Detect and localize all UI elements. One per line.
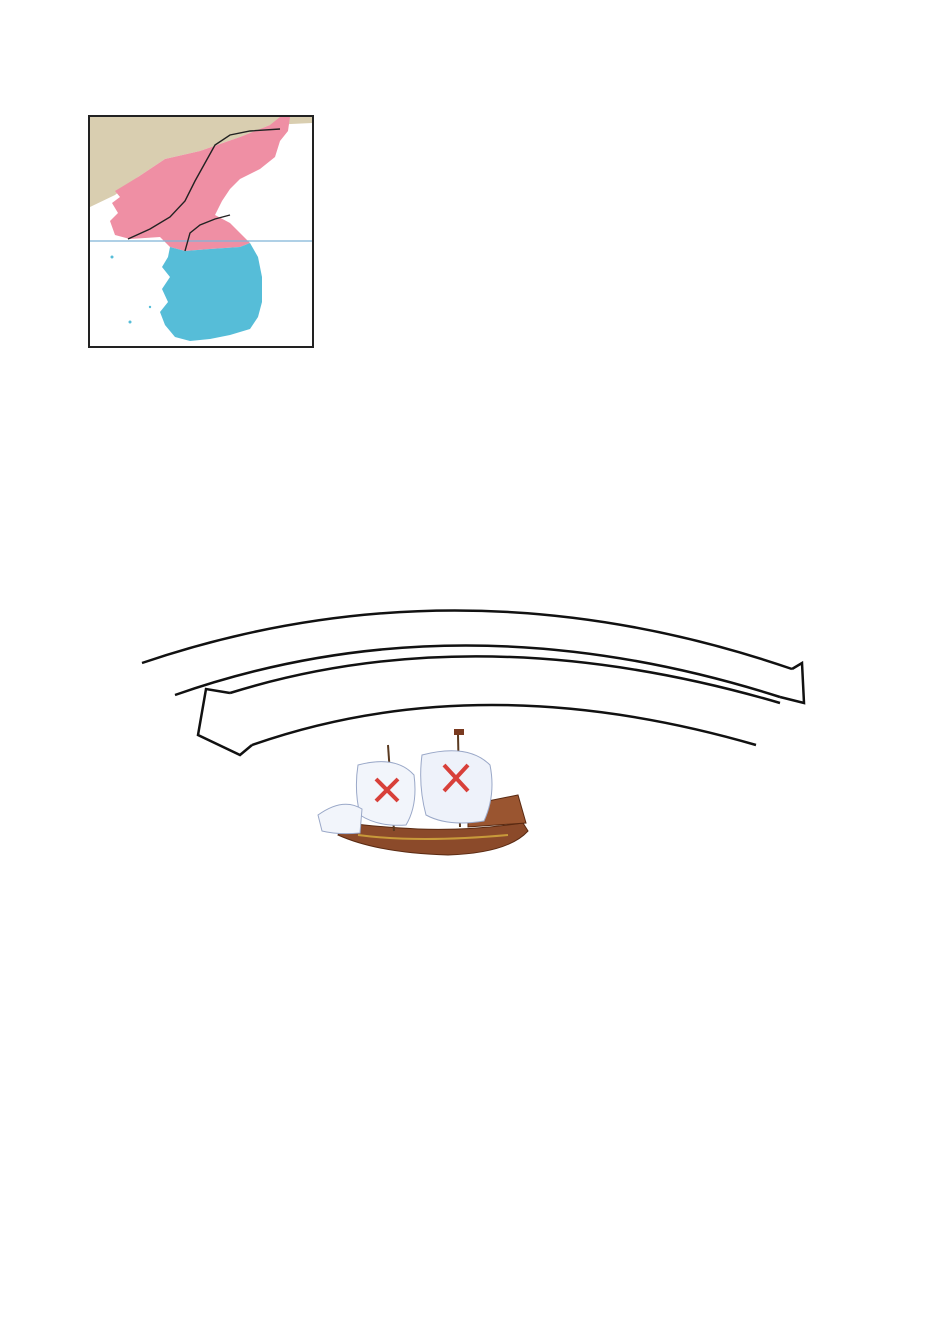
korean-war-map [88, 115, 314, 348]
columbian-exchange-diagram [80, 585, 870, 885]
ship-icon [318, 729, 528, 855]
exchange-arrows [80, 585, 870, 885]
map-graphic [90, 117, 312, 346]
